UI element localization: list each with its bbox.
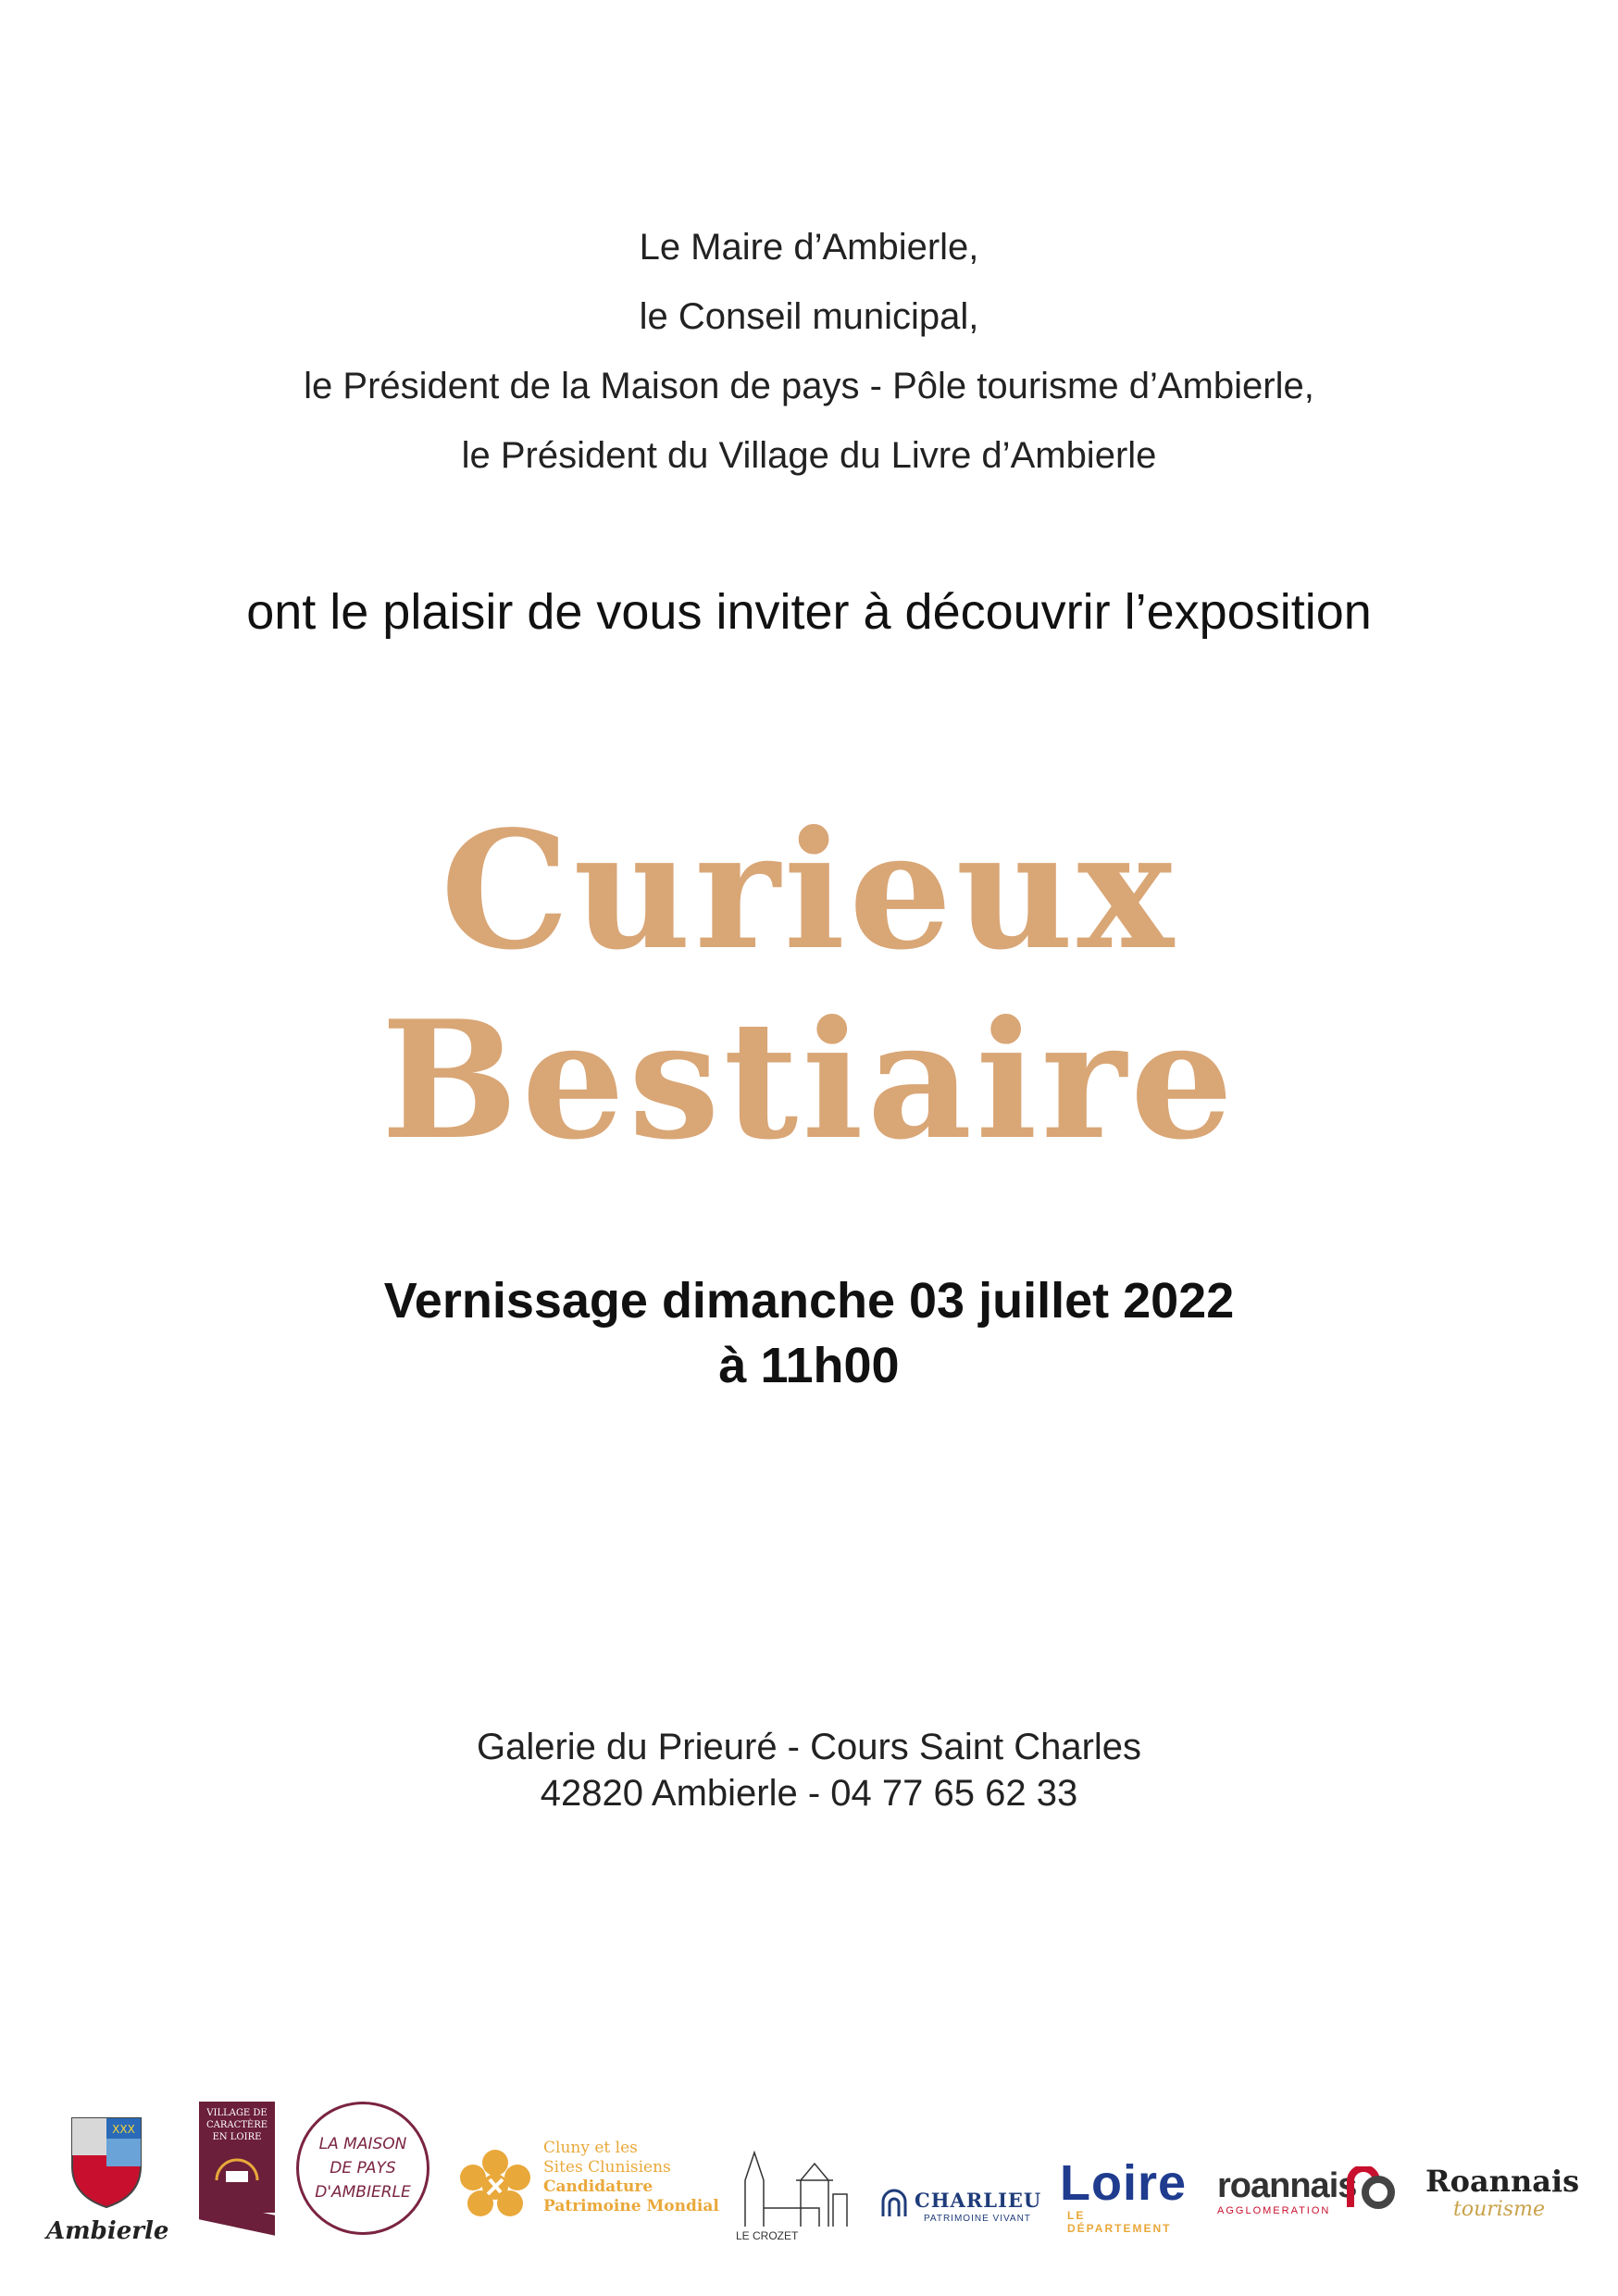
crozet-castle-icon [736,2143,856,2228]
host-line-council: le Conseil municipal, [639,296,979,337]
host-line-village-president: le Président du Village du Livre d’Ambierle [461,435,1157,476]
village-caractere-logo: VILLAGE DE CARACTÈRE EN LOIRE [199,2102,287,2250]
hosts-block [0,213,1618,491]
loire-logo: Loire LE DÉPARTEMENT [1060,2155,1188,2235]
host-line-mayor: Le Maire d’Ambierle, [639,227,979,268]
ambierle-logo-text: Ambierle [46,2217,169,2245]
exhibition-title: Curieux Bestiaire [380,796,1238,1176]
maison-pays-logo: LA MAISON DE PAYS D'AMBIERLE [296,2102,435,2240]
address-block [0,1724,1618,1816]
village-sun-icon [209,2143,265,2190]
partner-logos [46,2102,1580,2250]
cluny-logo: Cluny et les Sites Clunisiens Candidature Patrimoine Mondial [458,2139,727,2240]
crozet-logo: LE CROZET [736,2143,856,2245]
cluny-flower-icon [458,2150,532,2224]
invitation-text: ont le plaisir de vous inviter à découvrir l’exposition [246,584,1372,640]
vernissage-block [0,1268,1618,1398]
roannais-agglomeration-logo: roannais AGGLOMERATION [1217,2166,1402,2250]
svg-text:XXX: XXX [112,2123,135,2136]
roannais-agglo-mark-icon [1347,2166,1395,2209]
vernissage-time: à 11h00 [718,1338,900,1393]
address-line-2: 42820 Ambierle - 04 77 65 62 33 [540,1773,1078,1814]
address-line-1: Galerie du Prieuré - Cours Saint Charles [476,1727,1142,1767]
ambierle-logo [46,2111,167,2250]
vernissage-date: Vernissage dimanche 03 juillet 2022 [383,1273,1235,1329]
charlieu-logo: CHARLIEU PATRIMOINE VIVANT [879,2187,1041,2242]
ambierle-shield-icon [46,2111,167,2213]
roannais-tourisme-logo: Roannais tourisme [1425,2164,1580,2221]
charlieu-arches-icon [879,2187,909,2218]
host-line-maison-president: le Président de la Maison de pays - Pôle tourisme d’Ambierle, [304,366,1314,406]
